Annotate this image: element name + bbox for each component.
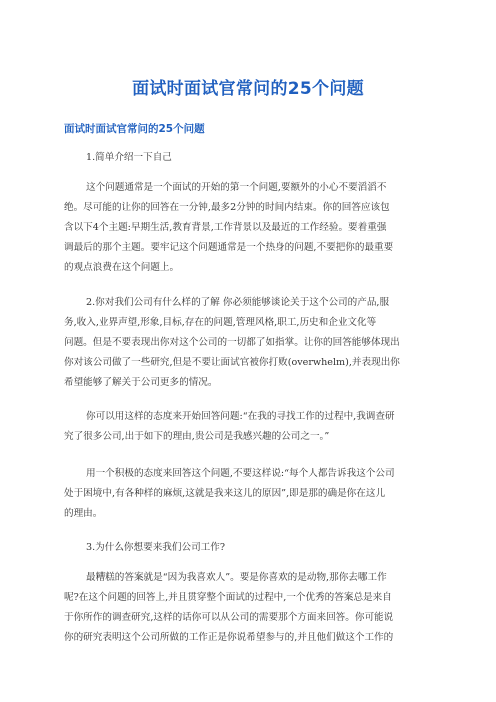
text-line: 你的研究表明这个公司所做的工作正是你说希望参与的,并且他们做这个工作的 [64,632,394,643]
text-line: 的理由。 [64,508,103,519]
text-line: 的观点浪费在这个问题上。 [64,262,180,273]
text-line: 2.你对我们公司有什么样的了解 你必须能够谈论关于这个公司的产品,服 [86,297,390,308]
text-line: 于你所作的调查研究,这样的话你可以从公司的需要那个方面来回答。你可能说 [64,612,394,623]
text-line: 绝。尽可能的让你的回答在一分钟,最多2分钟的时间内结束。你的回答应该包 [64,202,390,213]
text-line: 用一个积极的态度来回答这个问题,不要这样说:“每个人都告诉我这个公司 [86,468,395,479]
question-3 [64,538,436,558]
paragraph-1 [64,178,436,278]
text-line: 处于困境中,有各种样的麻烦,这就是我来这儿的原因”,即是那的确是你在这儿 [64,488,386,499]
text-line: 调最后的那个主题。要牢记这个问题通常是一个热身的问题,不要把你的最重要 [64,242,394,253]
text-line: 呢?在这个问题的回答上,并且贯穿整个面试的过程中,一个优秀的答案总是来自 [64,592,392,603]
text-line: 3.为什么你想要来我们公司工作? [86,542,226,553]
question-1 [64,148,436,168]
text-line: 1.简单介绍一下自己 [86,152,172,163]
text-line: 问题。但是不要表现出你对这个公司的一切都了如指掌。让你的回答能够体现出 [64,337,400,348]
question-2 [64,293,436,393]
text-line: 最糟糕的答案就是“因为我喜欢人”。要是你喜欢的是动物,那你去哪工作 [86,572,387,583]
text-line: 含以下4个主题:早期生活,教育背景,工作背景以及最近的工作经验。要着重强 [64,222,387,233]
paragraph-2 [64,407,436,447]
text-line: 你对该公司做了一些研究,但是不要让面试官被你打败(overwhelm),并表现出你 [64,357,400,368]
text-line: 你可以用这样的态度来开始回答问题:“在我的寻找工作的过程中,我调查研 [86,411,395,422]
document-subtitle: 面试时面试官常问的25个问题 [64,123,205,135]
text-line: 这个问题通常是一个面试的开始的第一个问题,要额外的小心不要滔滔不 [86,182,387,193]
paragraph-4 [64,568,436,648]
text-line: 究了很多公司,出于如下的理由,贵公司是我感兴趣的公司之一。” [64,431,330,442]
document-title: 面试时面试官常问的25个问题 [132,79,364,99]
text-line: 务,收入,业界声望,形象,目标,存在的问题,管理风格,职工,历史和企业文化等 [64,317,377,328]
text-line: 希望能够了解关于公司更多的情况。 [64,377,218,388]
paragraph-3 [64,464,436,524]
